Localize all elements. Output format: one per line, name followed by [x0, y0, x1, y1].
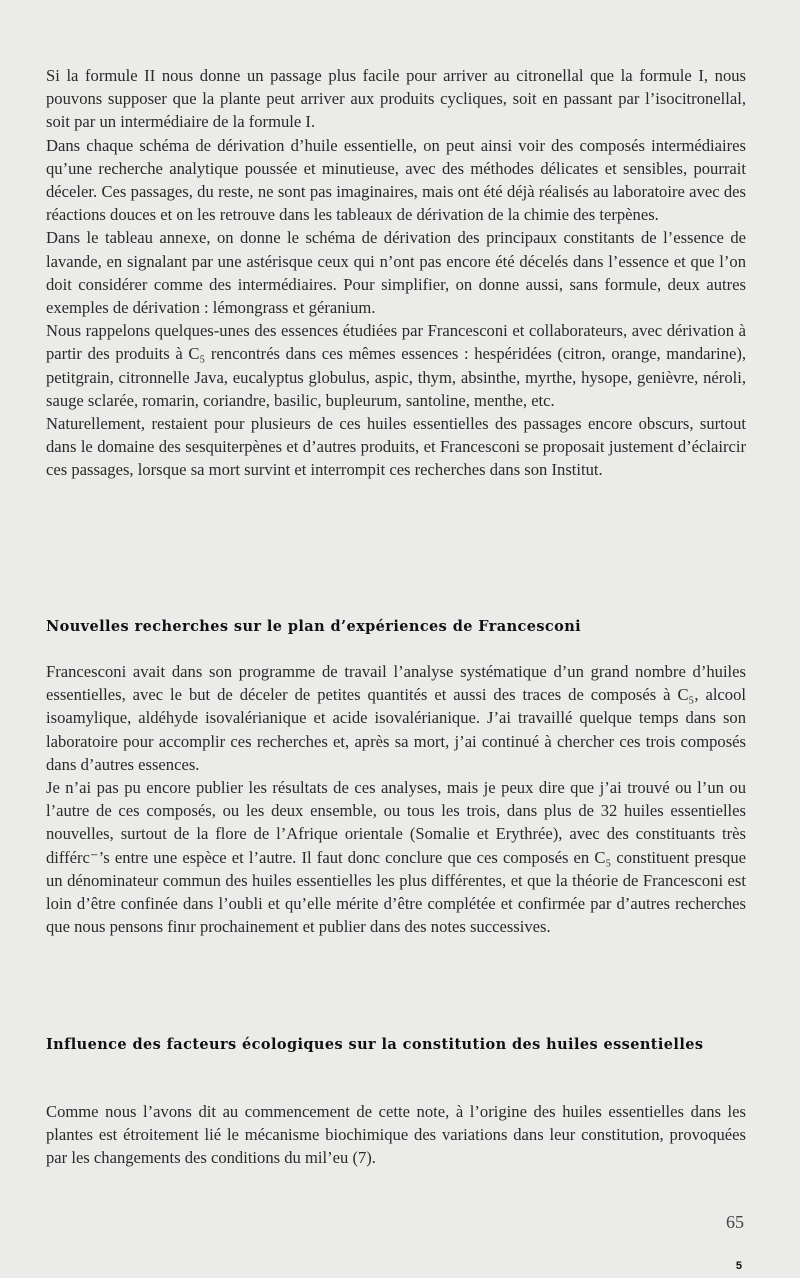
paragraph: Naturellement, restaient pour plusieurs de ces huiles essentielles des passages encore obscurs, surtout dans le domaine des sesquiterpènes et d’autres produits, et Francesconi se proposait justement d’éclaircir ces passages, lorsque sa mort survint et interrompit ces recherches dans son Institut. [46, 414, 746, 480]
paragraph: Dans le tableau annexe, on donne le schéma de dérivation des principaux constitants de l’essence de lavande, en signalant par une astérisque ceux qui n’ont pas encore été décelés dans l’essence et que l’on doit considérer comme des intermédiaires. Pour simplifier, on donne aussi, sans formule, deux autres exemples de dérivation : lémongrass et géranium. [46, 228, 746, 318]
sheet-number: 5 [735, 1260, 742, 1272]
paragraph: Dans chaque schéma de dérivation d’huile essentielle, on peut ainsi voir des composés intermédiaires qu’une recherche analytique poussée et minutieuse, avec des méthodes délicates et sensibles, pourrait déceler. Ces passages, du reste, ne sont pas imaginaires, mais ont été déjà réalisés au laboratoire avec des réactions douces et on les retrouve dans les tableaux de dérivation de la chimie des terpènes. [46, 135, 746, 225]
text-block-section-1 [46, 660, 746, 938]
paragraph: Francesconi avait dans son programme de travail l’analyse systématique d’un grand nombre d’huiles essentielles, avec le but de déceler de petites quantités et aussi des traces de composés à C₅, alcool isoamylique, aldéhyde isovalérianique et acide isovalérianique. J’ai travaillé quelque temps dans son laboratoire pour accomplir ces recherches et, après sa mort, j’ai continué à chercher ces trois composés dans d’autres essences. [46, 662, 746, 774]
paragraph: Si la formule II nous donne un passage plus facile pour arriver au citronellal que la formule I, nous pouvons supposer que la plante peut arriver aux produits cycliques, soit en passant par l’isocitronellal, soit par un intermédiaire de la formule I. [46, 66, 746, 132]
text-block-intro [46, 64, 746, 482]
paragraph: Je n’ai pas pu encore publier les résultats de ces analyses, mais je peux dire que j’ai trouvé ou l’un ou l’autre de ces composés, ou les deux ensemble, ou tous les trois, dans plus de 32 huiles essentielles nouvelles, surtout de la flore de l’Afrique orientale (Somalie et Erythrée), avec des constituants très différc⁻’s entre une espèce et l’autre. Il faut donc conclure que ces composés en C₅ constituent presque un dénominateur commun des huiles essentielles les plus différentes, et que la théorie de Francesconi est loin d’être confinée dans l’oubli et qu’elle mérite d’être complétée et confirmée par d’autres recherches que nous pensons finır prochainement et publier dans des notes successives. [46, 778, 746, 937]
section-heading: Nouvelles recherches sur le plan d’expériences de Francesconi [46, 618, 582, 635]
paragraph: Comme nous l’avons dit au commencement de cette note, à l’origine des huiles essentielles dans les plantes est étroitement lié le mécanisme biochimique des variations dans leur constitution, provoquées par les changements des conditions du mil’eu (7). [46, 1102, 746, 1168]
section-heading: Influence des facteurs écologiques sur la constitution des huiles essentielles [46, 1036, 704, 1053]
paragraph: Nous rappelons quelques-unes des essences étudiées par Francesconi et collaborateurs, avec dérivation à partir des produits à C₅ rencontrés dans ces mêmes essences : hespéridées (citron, orange, mandarine), petitgrain, citronnelle Java, eucalyptus globulus, aspic, thym, absinthe, myrthe, hysope, genièvre, néroli, sauge sclarée, romarin, coriandre, basilic, bupleurum, santoline, menthe, etc. [46, 321, 746, 410]
page-number: 65 [726, 1212, 744, 1232]
text-block-section-2 [46, 1100, 746, 1170]
